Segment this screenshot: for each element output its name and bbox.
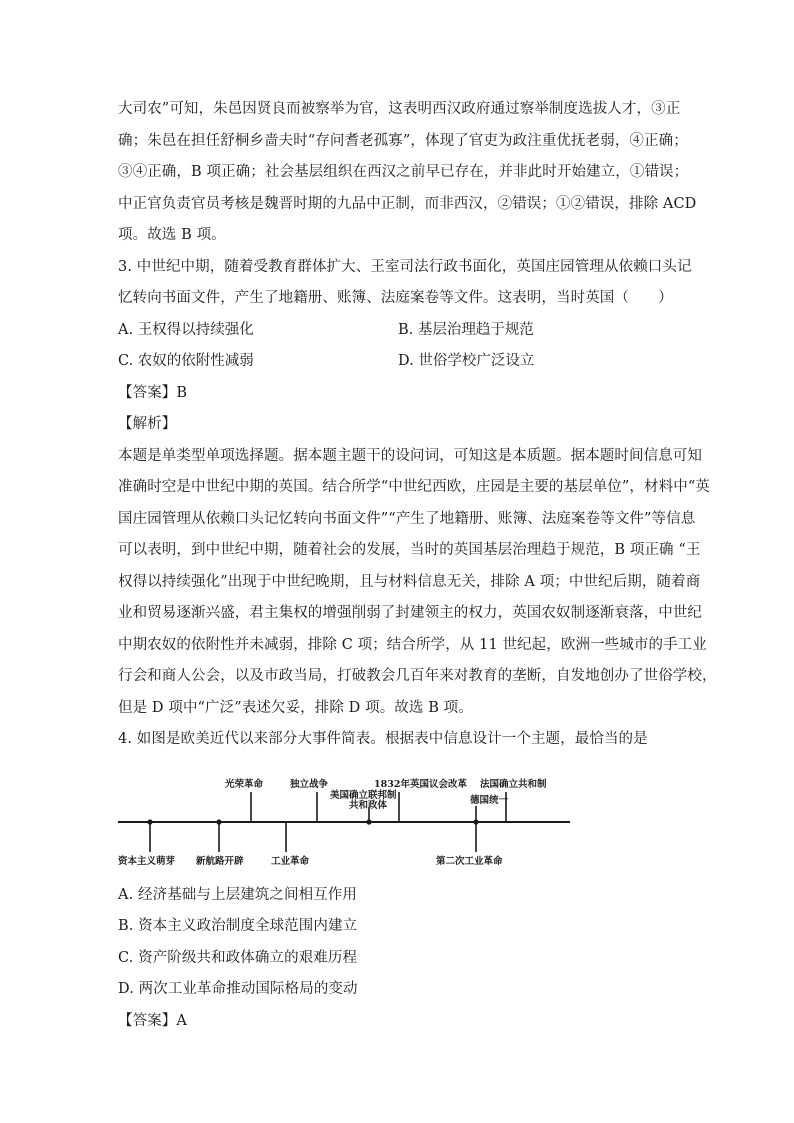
- q3-analysis-line: 中期农奴的依附性并未减弱，排除 C 项；结合所学，从 11 世纪起，欧洲一些城市的手工业: [118, 636, 707, 653]
- q3-option-c: C. 农奴的依附性减弱: [118, 353, 254, 369]
- q3-analysis-line: 可以表明，到中世纪中期，随着社会的发展，当时的英国基层治理趋于规范，B 项正确 “王: [118, 542, 701, 558]
- timeline-dot: [147, 819, 152, 824]
- timeline-label: 工业革命: [271, 855, 310, 867]
- timeline-label: 资本主义萌芽: [118, 855, 176, 867]
- timeline-label: 第二次工业革命: [436, 855, 503, 867]
- q3-options-row-2: [118, 346, 678, 378]
- timeline-dot: [473, 819, 478, 824]
- q3-stem-line: 3. 中世纪中期，随着受教育群体扩大、王室司法行政书面化，英国庄园管理从依赖口头记: [118, 258, 692, 275]
- timeline-label: 德国统一: [470, 794, 509, 806]
- timeline-label: 共和政体: [349, 799, 388, 811]
- q3-analysis-line: 行会和商人公会，以及市政当局，打破教会几百年来对教育的垄断，自发地创办了世俗学校，: [118, 668, 717, 684]
- timeline-label: 法国确立共和制: [480, 778, 547, 790]
- q3-analysis-line: 业和贸易逐渐兴盛，君主集权的增强削弱了封建领主的权力，英国农奴制逐渐衰落，中世纪: [118, 605, 702, 621]
- q2-explanation-line: 项。故选 B 项。: [118, 227, 226, 243]
- timeline-figure: [118, 762, 598, 880]
- q3-option-b: B. 基层治理趋于规范: [398, 321, 534, 338]
- q4-option-c: C. 资产阶级共和政体确立的艰难历程: [118, 949, 358, 966]
- q4-answer: 【答案】A: [118, 1012, 187, 1029]
- q3-stem-line: 忆转向书面文件，产生了地籍册、账簿、法庭案卷等文件。这表明，当时英国（ ）: [118, 290, 673, 306]
- q3-analysis-line: 但是 D 项中“广泛”表述欠妥，排除 D 项。故选 B 项。: [118, 699, 473, 716]
- q2-explanation-line: 确；朱邑在担任舒桐乡啬夫时“存问耆老孤寡”，体现了官吏为政注重优抚老弱，④正确；: [118, 132, 688, 149]
- timeline-label: 1832年英国议会改革: [374, 778, 467, 790]
- q3-option-d: D. 世俗学校广泛设立: [398, 353, 535, 369]
- q2-explanation-line: 大司农”可知，朱邑因贤良而被察举为官，这表明西汉政府通过察举制度选拔人才，③正: [118, 101, 681, 117]
- q3-options-row-1: [118, 315, 678, 347]
- page-content: [118, 94, 717, 1037]
- timeline-label: 光荣革命: [225, 778, 264, 790]
- q2-explanation-line: 中正官负责官员考核是魏晋时期的九品中正制，而非西汉，②错误；①②错误，排除 ACD: [118, 195, 697, 212]
- q2-explanation-line: ③④正确，B 项正确；社会基层组织在西汉之前早已存在，并非此时开始建立，①错误；: [118, 164, 689, 180]
- timeline-dot: [366, 819, 371, 824]
- q3-analysis-heading: 【解析】: [118, 416, 177, 432]
- q3-analysis-line: 准确时空是中世纪中期的英国。结合所学“中世纪西欧，庄园是主要的基层单位”，材料中“英: [118, 479, 710, 495]
- q3-analysis-line: 权得以持续强化”出现于中世纪晚期，且与材料信息无关，排除 A 项；中世纪后期，随着商: [118, 573, 701, 590]
- q3-option-a: A. 王权得以持续强化: [118, 321, 254, 338]
- timeline-label: 美国确立联邦制: [330, 789, 397, 801]
- q3-analysis-line: 本题是单类型单项选择题。据本题主题干的设问词，可知这是本质题。据本题时间信息可知: [118, 447, 702, 464]
- q4-option-b: B. 资本主义政治制度全球范围内建立: [118, 918, 358, 934]
- timeline-label: 新航路开辟: [196, 855, 244, 867]
- timeline-dot: [216, 819, 221, 824]
- q3-analysis-line: 国庄园管理从依赖口头记忆转向书面文件”“产生了地籍册、账簿、法庭案卷等文件”等信息: [118, 510, 696, 527]
- q4-option-d: D. 两次工业革命推动国际格局的变动: [118, 981, 358, 997]
- q4-option-a: A. 经济基础与上层建筑之间相互作用: [118, 886, 357, 903]
- q4-stem: 4. 如图是欧美近代以来部分大事件简表。根据表中信息设计一个主题，最恰当的是: [118, 731, 648, 747]
- q3-answer: 【答案】B: [118, 384, 188, 401]
- timeline-label: 独立战争: [290, 778, 329, 790]
